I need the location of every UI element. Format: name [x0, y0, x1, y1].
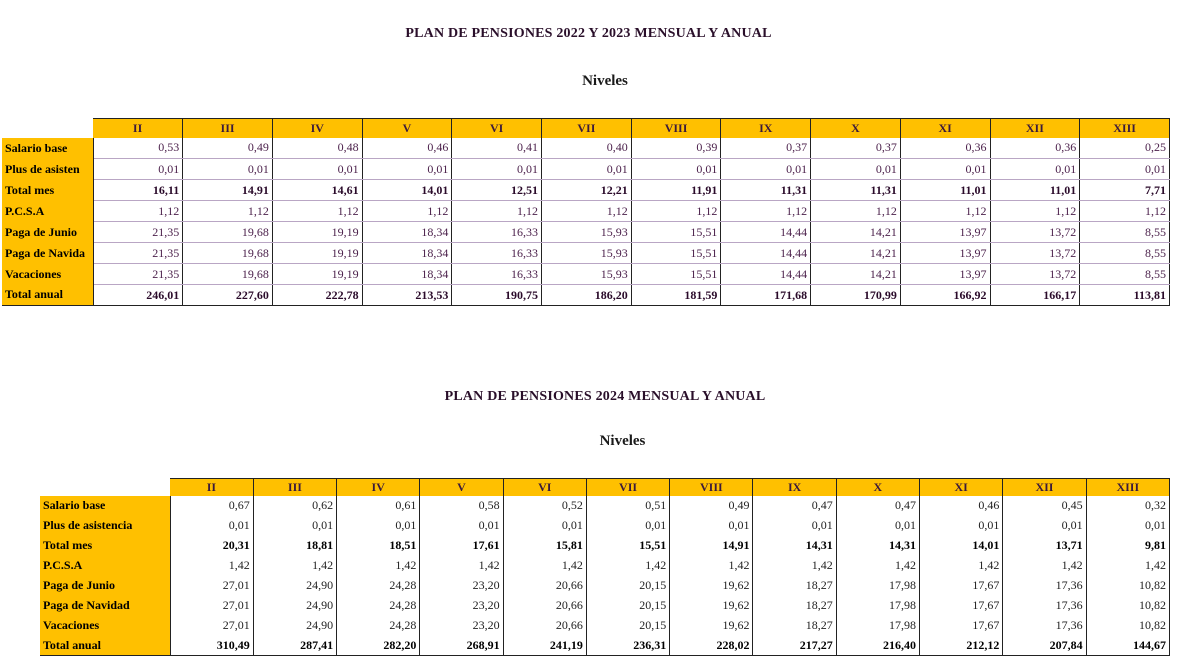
- table-cell: 15,51: [631, 243, 721, 264]
- table-cell: 13,97: [900, 222, 990, 243]
- table-cell: 144,67: [1086, 636, 1169, 656]
- table-cell: 0,53: [93, 138, 183, 159]
- table-cell: 0,01: [900, 159, 990, 180]
- table-cell: 1,42: [836, 556, 919, 576]
- table-cell: 14,44: [721, 243, 811, 264]
- level-header: XI: [920, 479, 1003, 496]
- table-cell: 287,41: [253, 636, 336, 656]
- table-cell: 0,01: [670, 516, 753, 536]
- table-cell: 23,20: [420, 616, 503, 636]
- row-label: Vacaciones: [2, 264, 93, 285]
- table-cell: 24,28: [337, 596, 420, 616]
- table-cell: 1,12: [452, 201, 542, 222]
- table-cell: 1,12: [721, 201, 811, 222]
- level-header: VIII: [670, 479, 753, 496]
- table-row: [2, 264, 1170, 285]
- table-cell: 0,51: [586, 496, 669, 516]
- table-row: [40, 516, 1170, 536]
- table-cell: 10,82: [1086, 576, 1169, 596]
- table-cell: 310,49: [170, 636, 253, 656]
- table-cell: 18,27: [753, 616, 836, 636]
- table-cell: 0,01: [836, 516, 919, 536]
- table-cell: 0,01: [183, 159, 273, 180]
- table-cell: 217,27: [753, 636, 836, 656]
- table-cell: 24,28: [337, 616, 420, 636]
- table-cell: 15,51: [586, 536, 669, 556]
- table-cell: 17,98: [836, 576, 919, 596]
- table-cell: 20,31: [170, 536, 253, 556]
- table-cell: 24,90: [253, 616, 336, 636]
- table-cell: 213,53: [362, 285, 452, 306]
- level-header: IV: [272, 119, 362, 138]
- table-cell: 14,44: [721, 222, 811, 243]
- table-row: [2, 180, 1170, 201]
- table1-subtitle: Niveles: [582, 73, 628, 89]
- row-label: Salario base: [40, 496, 170, 516]
- table-cell: 17,67: [920, 616, 1003, 636]
- table-cell: 17,36: [1003, 576, 1086, 596]
- table-cell: 1,42: [420, 556, 503, 576]
- table-cell: 0,01: [337, 516, 420, 536]
- table-cell: 1,12: [183, 201, 273, 222]
- level-header: VI: [452, 119, 542, 138]
- table-cell: 14,61: [272, 180, 362, 201]
- table-cell: 14,31: [753, 536, 836, 556]
- row-label: Paga de Junio: [40, 576, 170, 596]
- table-cell: 18,34: [362, 222, 452, 243]
- table-cell: 1,42: [1086, 556, 1169, 576]
- level-header: XIII: [1086, 479, 1169, 496]
- table-cell: 19,68: [183, 264, 273, 285]
- table-cell: 0,61: [337, 496, 420, 516]
- row-label: Paga de Navida: [2, 243, 93, 264]
- table-cell: 13,97: [900, 264, 990, 285]
- row-label: Total anual: [40, 636, 170, 656]
- table-cell: 19,62: [670, 596, 753, 616]
- table-row: [2, 285, 1170, 306]
- table-cell: 15,93: [542, 264, 632, 285]
- level-header: VIII: [631, 119, 721, 138]
- table-cell: 17,61: [420, 536, 503, 556]
- table-cell: 15,93: [542, 243, 632, 264]
- table-cell: 0,47: [753, 496, 836, 516]
- table-cell: 8,55: [1080, 264, 1170, 285]
- table-row: [40, 576, 1170, 596]
- table-cell: 11,31: [721, 180, 811, 201]
- level-header: IX: [753, 479, 836, 496]
- table-cell: 0,01: [586, 516, 669, 536]
- row-label: P.C.S.A: [2, 201, 93, 222]
- table-cell: 13,72: [990, 222, 1080, 243]
- table-cell: 228,02: [670, 636, 753, 656]
- table-cell: 10,82: [1086, 616, 1169, 636]
- table-cell: 212,12: [920, 636, 1003, 656]
- table-cell: 17,67: [920, 576, 1003, 596]
- table-cell: 1,42: [503, 556, 586, 576]
- table-cell: 18,81: [253, 536, 336, 556]
- table-cell: 13,72: [990, 243, 1080, 264]
- pension-table-2022-2023: [2, 118, 1170, 306]
- table-cell: 19,19: [272, 222, 362, 243]
- table-cell: 1,42: [920, 556, 1003, 576]
- table-cell: 18,34: [362, 264, 452, 285]
- table-cell: 20,66: [503, 576, 586, 596]
- table-cell: 19,19: [272, 264, 362, 285]
- table-cell: 24,28: [337, 576, 420, 596]
- table-cell: 222,78: [272, 285, 362, 306]
- table-cell: 12,51: [452, 180, 542, 201]
- table-cell: 0,47: [836, 496, 919, 516]
- table-cell: 1,42: [586, 556, 669, 576]
- table-cell: 19,68: [183, 243, 273, 264]
- table-cell: 0,49: [670, 496, 753, 516]
- level-header: X: [836, 479, 919, 496]
- table-cell: 1,42: [253, 556, 336, 576]
- table-cell: 0,46: [920, 496, 1003, 516]
- table-cell: 15,51: [631, 264, 721, 285]
- table-cell: 0,01: [272, 159, 362, 180]
- table-row: [2, 222, 1170, 243]
- table-row: [40, 596, 1170, 616]
- table-cell: 216,40: [836, 636, 919, 656]
- table-cell: 12,21: [542, 180, 632, 201]
- level-header: VII: [542, 119, 632, 138]
- table-cell: 1,12: [811, 201, 901, 222]
- table-row: [2, 138, 1170, 159]
- table-cell: 20,15: [586, 616, 669, 636]
- table-cell: 16,33: [452, 243, 542, 264]
- table-cell: 1,12: [631, 201, 721, 222]
- table-cell: 227,60: [183, 285, 273, 306]
- level-header: X: [811, 119, 901, 138]
- table-cell: 0,01: [1086, 516, 1169, 536]
- table-cell: 27,01: [170, 576, 253, 596]
- table-cell: 17,36: [1003, 596, 1086, 616]
- table-cell: 1,42: [753, 556, 836, 576]
- table-cell: 24,90: [253, 596, 336, 616]
- table-cell: 1,12: [272, 201, 362, 222]
- table-cell: 0,45: [1003, 496, 1086, 516]
- table-cell: 0,01: [452, 159, 542, 180]
- level-header: XI: [900, 119, 990, 138]
- table-cell: 268,91: [420, 636, 503, 656]
- table-row: [40, 616, 1170, 636]
- table-cell: 20,66: [503, 616, 586, 636]
- level-header: III: [183, 119, 273, 138]
- table-cell: 190,75: [452, 285, 542, 306]
- table-cell: 0,48: [272, 138, 362, 159]
- table-cell: 0,49: [183, 138, 273, 159]
- table-cell: 13,72: [990, 264, 1080, 285]
- table-cell: 1,42: [1003, 556, 1086, 576]
- table-row: [2, 201, 1170, 222]
- header-corner: [2, 119, 93, 138]
- table-cell: 1,12: [1080, 201, 1170, 222]
- table-cell: 14,44: [721, 264, 811, 285]
- table2-subtitle: Niveles: [599, 433, 646, 449]
- table-cell: 14,21: [811, 243, 901, 264]
- row-label: Total anual: [2, 285, 93, 306]
- table-cell: 0,67: [170, 496, 253, 516]
- level-header: XIII: [1080, 119, 1170, 138]
- row-label: P.C.S.A: [40, 556, 170, 576]
- table-cell: 166,17: [990, 285, 1080, 306]
- table-cell: 14,91: [183, 180, 273, 201]
- table-cell: 1,12: [990, 201, 1080, 222]
- table-cell: 18,34: [362, 243, 452, 264]
- table-cell: 19,68: [183, 222, 273, 243]
- table-cell: 11,91: [631, 180, 721, 201]
- table-cell: 1,12: [900, 201, 990, 222]
- table-cell: 186,20: [542, 285, 632, 306]
- table-cell: 0,01: [362, 159, 452, 180]
- table-cell: 0,39: [631, 138, 721, 159]
- table-cell: 15,93: [542, 222, 632, 243]
- table-cell: 0,01: [93, 159, 183, 180]
- table-cell: 0,37: [811, 138, 901, 159]
- level-header: III: [253, 479, 336, 496]
- level-header: V: [362, 119, 452, 138]
- table-cell: 241,19: [503, 636, 586, 656]
- table-cell: 166,92: [900, 285, 990, 306]
- table-cell: 18,27: [753, 596, 836, 616]
- table-cell: 14,01: [362, 180, 452, 201]
- levels-header-row: [40, 479, 1170, 496]
- table-cell: 19,62: [670, 576, 753, 596]
- table-cell: 181,59: [631, 285, 721, 306]
- table-cell: 0,01: [503, 516, 586, 536]
- table-cell: 0,01: [542, 159, 632, 180]
- table-cell: 0,25: [1080, 138, 1170, 159]
- table-cell: 27,01: [170, 596, 253, 616]
- table-cell: 113,81: [1080, 285, 1170, 306]
- table-cell: 17,67: [920, 596, 1003, 616]
- row-label: Paga de Navidad: [40, 596, 170, 616]
- table-cell: 0,01: [753, 516, 836, 536]
- table-cell: 17,36: [1003, 616, 1086, 636]
- table-row: [40, 556, 1170, 576]
- table-cell: 27,01: [170, 616, 253, 636]
- level-header: II: [93, 119, 183, 138]
- table-cell: 8,55: [1080, 243, 1170, 264]
- table-cell: 0,01: [170, 516, 253, 536]
- table-cell: 0,01: [920, 516, 1003, 536]
- table-cell: 18,51: [337, 536, 420, 556]
- table-cell: 1,42: [337, 556, 420, 576]
- row-label: Vacaciones: [40, 616, 170, 636]
- table-cell: 0,40: [542, 138, 632, 159]
- table-cell: 20,15: [586, 596, 669, 616]
- table-cell: 171,68: [721, 285, 811, 306]
- table-cell: 0,58: [420, 496, 503, 516]
- table-cell: 13,71: [1003, 536, 1086, 556]
- table1-title: PLAN DE PENSIONES 2022 Y 2023 MENSUAL Y ANUAL: [405, 26, 772, 41]
- table-cell: 14,91: [670, 536, 753, 556]
- level-header: V: [420, 479, 503, 496]
- level-header: IV: [337, 479, 420, 496]
- table-cell: 0,01: [811, 159, 901, 180]
- table-cell: 23,20: [420, 576, 503, 596]
- header-corner: [40, 479, 170, 496]
- levels-header-row: [2, 119, 1170, 138]
- table-cell: 9,81: [1086, 536, 1169, 556]
- table-cell: 0,01: [990, 159, 1080, 180]
- row-label: Plus de asisten: [2, 159, 93, 180]
- table-cell: 0,01: [253, 516, 336, 536]
- table-cell: 14,21: [811, 222, 901, 243]
- table-cell: 20,66: [503, 596, 586, 616]
- table-cell: 1,42: [670, 556, 753, 576]
- row-label: Plus de asistencia: [40, 516, 170, 536]
- table-cell: 236,31: [586, 636, 669, 656]
- table-cell: 16,33: [452, 264, 542, 285]
- table-cell: 0,37: [721, 138, 811, 159]
- table-cell: 24,90: [253, 576, 336, 596]
- table-cell: 13,97: [900, 243, 990, 264]
- table-cell: 18,27: [753, 576, 836, 596]
- table-cell: 10,82: [1086, 596, 1169, 616]
- table-cell: 0,36: [900, 138, 990, 159]
- table-cell: 19,19: [272, 243, 362, 264]
- table-row: [2, 243, 1170, 264]
- table-cell: 0,46: [362, 138, 452, 159]
- table-cell: 0,01: [631, 159, 721, 180]
- table-cell: 11,01: [900, 180, 990, 201]
- table-cell: 14,21: [811, 264, 901, 285]
- table-cell: 0,01: [1003, 516, 1086, 536]
- table-cell: 7,71: [1080, 180, 1170, 201]
- table-cell: 282,20: [337, 636, 420, 656]
- table-cell: 1,12: [93, 201, 183, 222]
- table-cell: 14,31: [836, 536, 919, 556]
- table-cell: 14,01: [920, 536, 1003, 556]
- level-header: IX: [721, 119, 811, 138]
- row-label: Salario base: [2, 138, 93, 159]
- table-cell: 16,33: [452, 222, 542, 243]
- pension-table-2024: [40, 478, 1170, 656]
- table-cell: 17,98: [836, 596, 919, 616]
- table-cell: 21,35: [93, 264, 183, 285]
- table-row: [40, 536, 1170, 556]
- row-label: Total mes: [2, 180, 93, 201]
- level-header: VII: [586, 479, 669, 496]
- table-cell: 0,01: [1080, 159, 1170, 180]
- level-header: XII: [1003, 479, 1086, 496]
- table-cell: 17,98: [836, 616, 919, 636]
- table-cell: 207,84: [1003, 636, 1086, 656]
- table-row: [2, 159, 1170, 180]
- table-cell: 1,12: [362, 201, 452, 222]
- row-label: Total mes: [40, 536, 170, 556]
- table-cell: 0,01: [721, 159, 811, 180]
- table-cell: 0,36: [990, 138, 1080, 159]
- table-cell: 1,12: [542, 201, 632, 222]
- level-header: XII: [990, 119, 1080, 138]
- table-cell: 0,41: [452, 138, 542, 159]
- table-cell: 11,01: [990, 180, 1080, 201]
- row-label: Paga de Junio: [2, 222, 93, 243]
- table-cell: 170,99: [811, 285, 901, 306]
- table-cell: 11,31: [811, 180, 901, 201]
- table-cell: 0,62: [253, 496, 336, 516]
- table-cell: 20,15: [586, 576, 669, 596]
- table-cell: 15,81: [503, 536, 586, 556]
- table-cell: 0,52: [503, 496, 586, 516]
- table-cell: 0,01: [420, 516, 503, 536]
- table-cell: 0,32: [1086, 496, 1169, 516]
- table-row: [40, 636, 1170, 656]
- table-cell: 1,42: [170, 556, 253, 576]
- table-cell: 15,51: [631, 222, 721, 243]
- level-header: II: [170, 479, 253, 496]
- table2-title: PLAN DE PENSIONES 2024 MENSUAL Y ANUAL: [444, 389, 766, 404]
- table-cell: 246,01: [93, 285, 183, 306]
- table-cell: 8,55: [1080, 222, 1170, 243]
- table-cell: 21,35: [93, 222, 183, 243]
- table-cell: 19,62: [670, 616, 753, 636]
- table-cell: 21,35: [93, 243, 183, 264]
- table-cell: 16,11: [93, 180, 183, 201]
- table-cell: 23,20: [420, 596, 503, 616]
- level-header: VI: [503, 479, 586, 496]
- table-row: [40, 496, 1170, 516]
